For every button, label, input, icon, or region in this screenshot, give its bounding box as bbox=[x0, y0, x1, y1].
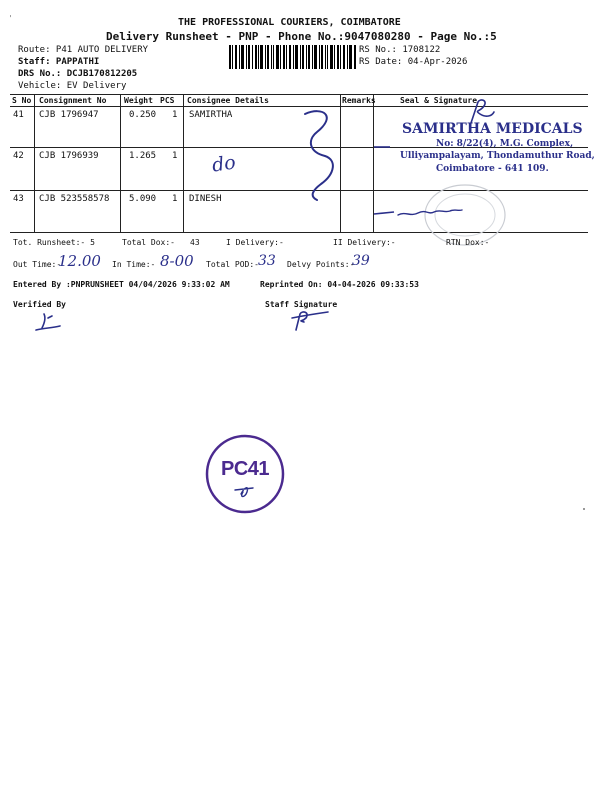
cell-consignment: CJB 1796939 bbox=[39, 151, 99, 161]
cell-sno: 41 bbox=[13, 110, 24, 120]
staff-signature bbox=[288, 308, 338, 334]
route-label: Route: P41 AUTO DELIVERY bbox=[18, 45, 149, 55]
total-dox-value: 43 bbox=[190, 238, 200, 247]
cell-consignee: SAMIRTHA bbox=[189, 110, 233, 120]
cell-pcs: 1 bbox=[172, 110, 178, 120]
total-dox-label: Total Dox:- bbox=[122, 238, 175, 247]
drs-number: DRS No.: DCJB170812205 bbox=[18, 69, 138, 79]
barcode bbox=[229, 45, 356, 69]
in-time-hand: 8-00 bbox=[160, 252, 194, 270]
medical-stamp-signature bbox=[458, 96, 498, 130]
col-header-weight: Weight bbox=[124, 96, 153, 105]
cell-sno: 42 bbox=[13, 151, 24, 161]
verified-by-label: Verified By bbox=[13, 300, 66, 309]
remarks-dash bbox=[372, 208, 396, 218]
handwritten-bracket bbox=[295, 104, 345, 204]
cell-sno: 43 bbox=[13, 194, 24, 204]
rtn-dox: RTN Dox:- bbox=[446, 238, 490, 247]
medical-stamp-addr3: Coimbatore - 641 109. bbox=[436, 164, 549, 174]
rs-number: RS No.: 1708122 bbox=[359, 45, 441, 55]
total-runsheet: Tot. Runsheet:- 5 bbox=[13, 238, 95, 247]
entered-by: Entered By :PNPRUNSHEET 04/04/2026 9:33:02 AM bbox=[13, 280, 230, 289]
vehicle-label: Vehicle: EV Delivery bbox=[18, 81, 127, 91]
cell-consignee: DINESH bbox=[189, 194, 222, 204]
table-col-rule bbox=[34, 94, 35, 232]
table-top-rule bbox=[10, 94, 588, 95]
cell-weight: 1.265 bbox=[129, 151, 157, 161]
cell-consignment: CJB 523558578 bbox=[39, 194, 110, 204]
runsheet-title: Delivery Runsheet - PNP - Phone No.:9047080280 - Page No.:5 bbox=[106, 30, 497, 43]
medical-stamp-name: SAMIRTHA MEDICALS bbox=[402, 121, 583, 137]
total-pod-label: Total POD:- bbox=[206, 260, 259, 269]
in-time-label: In Time:- bbox=[112, 260, 156, 269]
route-stamp-text: PC41 bbox=[221, 458, 270, 480]
staff-signature-label: Staff Signature bbox=[265, 300, 338, 309]
delvy-points-label: Delvy Points:- bbox=[287, 260, 355, 269]
i-delivery: I Delivery:- bbox=[226, 238, 284, 247]
verified-signature bbox=[30, 308, 80, 334]
col-header-sno: S No bbox=[12, 96, 32, 105]
page-speck bbox=[583, 508, 585, 510]
table-col-rule bbox=[183, 94, 184, 232]
corner-mark: ' bbox=[8, 14, 13, 23]
col-header-consignment: Consignment No bbox=[39, 96, 107, 105]
medical-stamp-addr2: Ulliyampalayam, Thondamuthur Road, bbox=[400, 151, 595, 161]
signature-row-43 bbox=[396, 203, 466, 225]
cell-consignment: CJB 1796947 bbox=[39, 110, 99, 120]
col-header-pcs: PCS bbox=[160, 96, 175, 105]
staff-label: Staff: PAPPATHI bbox=[18, 57, 100, 67]
ii-delivery: II Delivery:- bbox=[333, 238, 396, 247]
remarks-dash bbox=[372, 143, 392, 151]
col-header-remarks: Remarks bbox=[342, 96, 376, 105]
cell-weight: 0.250 bbox=[129, 110, 157, 120]
col-header-consignee: Consignee Details bbox=[187, 96, 269, 105]
handwritten-ditto: do bbox=[210, 151, 238, 177]
rs-date: RS Date: 04-Apr-2026 bbox=[359, 57, 468, 67]
cell-weight: 5.090 bbox=[129, 194, 157, 204]
table-col-rule bbox=[120, 94, 121, 232]
delvy-points-hand: 39 bbox=[352, 253, 370, 269]
medical-stamp-addr1: No: 8/22(4), M.G. Complex, bbox=[436, 139, 574, 149]
out-time-label: Out Time:- bbox=[13, 260, 62, 269]
total-pod-hand: 33 bbox=[258, 253, 276, 269]
out-time-hand: 12.00 bbox=[58, 252, 101, 270]
cell-pcs: 1 bbox=[172, 151, 178, 161]
reprinted-on: Reprinted On: 04-04-2026 09:33:53 bbox=[260, 280, 419, 289]
cell-pcs: 1 bbox=[172, 194, 178, 204]
col-header-seal: Seal & Signature bbox=[400, 96, 478, 105]
company-name: THE PROFESSIONAL COURIERS, COIMBATORE bbox=[178, 17, 401, 28]
